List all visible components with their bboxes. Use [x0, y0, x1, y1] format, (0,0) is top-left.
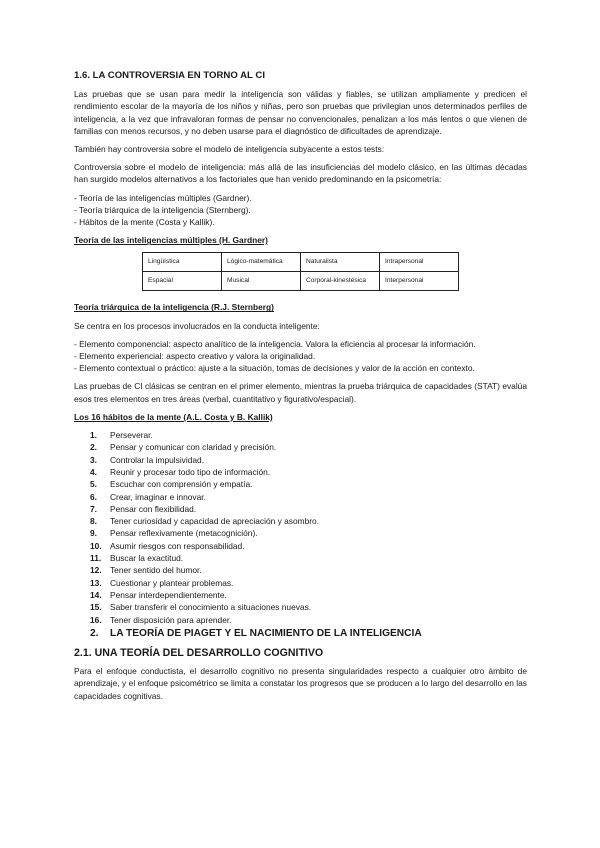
list-number: 12.: [90, 565, 102, 576]
list-item: [74, 577, 527, 589]
table-cell: Espacial: [143, 272, 222, 291]
section-1-6-heading: 1.6. LA CONTROVERSIA EN TORNO AL CI: [74, 70, 266, 81]
list-number: 5.: [90, 479, 97, 490]
list-number: 14.: [90, 589, 102, 600]
list-text: Escuchar con comprensión y empatía.: [110, 479, 253, 490]
table-cell: Interpersonal: [380, 272, 459, 291]
list-item: [74, 552, 527, 564]
intelligences-table: [142, 252, 459, 291]
model-item: - Teoría de las inteligencias múltiples (Gardner).: [74, 192, 252, 203]
model-item: - Teoría triárquica de la inteligencia (Sternberg).: [74, 204, 251, 215]
list-item: [74, 429, 527, 441]
list-number: 10.: [90, 540, 102, 551]
list-text: Reunir y procesar todo tipo de información.: [110, 466, 271, 477]
list-text: Saber transferir el conocimiento a situaciones nuevas.: [110, 602, 312, 613]
paragraph-controversy-intro: También hay controversia sobre el modelo de inteligencia subyacente a estos tests:: [74, 144, 385, 155]
list-item: [74, 527, 527, 539]
list-item: [74, 466, 527, 478]
list-item: [74, 454, 527, 466]
sternberg-list: [74, 338, 527, 375]
list-text: Tener sentido del humor.: [110, 565, 202, 576]
list-text: Buscar la exactitud.: [110, 553, 184, 564]
paragraph-ci-validity: Las pruebas que se usan para medir la inteligencia son válidas y fiables, se utilizan ampliamente y predicen el rendimiento escolar de la mayoría de los niños y niñas, pero son pruebas que privilegian unos determinados perfiles de inteligencia, a la vez que infravaloran formas de pensar no convencionales, penalizan a los más lentos o que vienen de familias con menos recursos, y no deben usarse para el diagnóstico de dificultades de aprendizaje.: [74, 89, 527, 136]
list-item: [74, 540, 527, 552]
section-number: 2.: [90, 627, 99, 639]
list-text: Pensar con flexibilidad.: [110, 503, 197, 514]
list-number: 1.: [90, 430, 97, 441]
list-item: [74, 601, 527, 613]
list-number: 15.: [90, 602, 102, 613]
paragraph-alternative-models: Controversia sobre el modelo de inteligencia: más allá de las insuficiencias del modelo clásico, en las últimas décadas han surgido modelos alternativos a los factoriales que han venido predominando en la psicometría:: [74, 162, 527, 185]
list-text: Pensar reflexivamente (metacognición).: [110, 528, 258, 539]
list-text: Pensar interdependientemente.: [110, 589, 227, 600]
list-number: 8.: [90, 516, 97, 527]
list-text: Cuestionar y plantear problemas.: [110, 577, 234, 588]
habits-subheading: Los 16 hábitos de la mente (A.L. Costa y B. Kallik): [74, 411, 273, 422]
list-number: 3.: [90, 454, 97, 465]
list-text: Tener curiosidad y capacidad de apreciación y asombro.: [110, 516, 320, 527]
list-item: [74, 491, 527, 503]
section-title: LA TEORÍA DE PIAGET Y EL NACIMIENTO DE LA INTELIGENCIA: [110, 627, 422, 639]
list-number: 9.: [90, 528, 97, 539]
paragraph-stat: Las pruebas de CI clásicas se centran en el primer elemento, mientras la prueba triárquica de capacidades (STAT) evalúa esos tres elementos en tres áreas (verbal, cuantitativo y figurativo/espacial).: [74, 381, 527, 404]
list-number: 11.: [90, 553, 102, 564]
sternberg-item: - Elemento experiencial: aspecto creativo y valora la originalidad.: [74, 351, 316, 362]
paragraph-cognitive-development: Para el enfoque conductista, el desarrollo cognitivo no presenta singularidades respecto a cualquier otro ámbito de aprendizaje, y el enfoque psicométrico se limita a constatar los progresos que se producen a lo largo del desarrollo en las capacidades cognitivas.: [74, 666, 527, 701]
gardner-subheading: Teoría de las inteligencias múltiples (H. Gardner): [74, 235, 268, 246]
list-number: 16.: [90, 614, 102, 625]
list-item: [74, 589, 527, 601]
sternberg-item: - Elemento contextual o práctico: ajuste a la situación, tomas de decisiones y valor de la acción en contexto.: [74, 363, 475, 374]
list-item: [74, 564, 527, 576]
list-text: Asumir riesgos con responsabilidad.: [110, 540, 245, 551]
models-list: [74, 192, 527, 229]
sternberg-item: - Elemento componencial: aspecto analítico de la inteligencia. Valora la eficiencia al procesar la información.: [74, 338, 476, 349]
list-item: [74, 503, 527, 515]
table-row: [143, 253, 459, 272]
table-cell: Naturalista: [301, 253, 380, 272]
section-2-heading: [74, 628, 527, 640]
list-text: Perseverar.: [110, 430, 153, 441]
list-item: [74, 614, 527, 626]
table-cell: Intrapersonal: [380, 253, 459, 272]
list-text: Crear, imaginar e innovar.: [110, 491, 206, 502]
list-number: 2.: [90, 442, 97, 453]
table-row: [143, 272, 459, 291]
list-item: [74, 478, 527, 490]
table-cell: Lógico-matemática: [222, 253, 301, 272]
habits-list: [74, 429, 527, 626]
model-item: - Hábitos de la mente (Costa y Kallik).: [74, 217, 215, 228]
table-cell: Musical: [222, 272, 301, 291]
list-item: [74, 441, 527, 453]
list-number: 7.: [90, 503, 97, 514]
list-number: 13.: [90, 577, 102, 588]
section-2-1-heading: 2.1. UNA TEORÍA DEL DESARROLLO COGNITIVO: [74, 647, 324, 660]
table-cell: Lingüística: [143, 253, 222, 272]
list-text: Controlar la impulsividad.: [110, 454, 205, 465]
sternberg-intro: Se centra en los procesos involucrados en la conducta inteligente:: [74, 320, 320, 331]
list-text: Pensar y comunicar con claridad y precisión.: [110, 442, 277, 453]
sternberg-subheading: Teoría triárquica de la inteligencia (R.J. Sternberg): [74, 302, 274, 313]
list-number: 4.: [90, 466, 97, 477]
page-content: [74, 70, 527, 708]
list-item: [74, 515, 527, 527]
list-number: 6.: [90, 491, 97, 502]
list-text: Tener disposición para aprender.: [110, 614, 232, 625]
table-cell: Corporal-kinestésica: [301, 272, 380, 291]
